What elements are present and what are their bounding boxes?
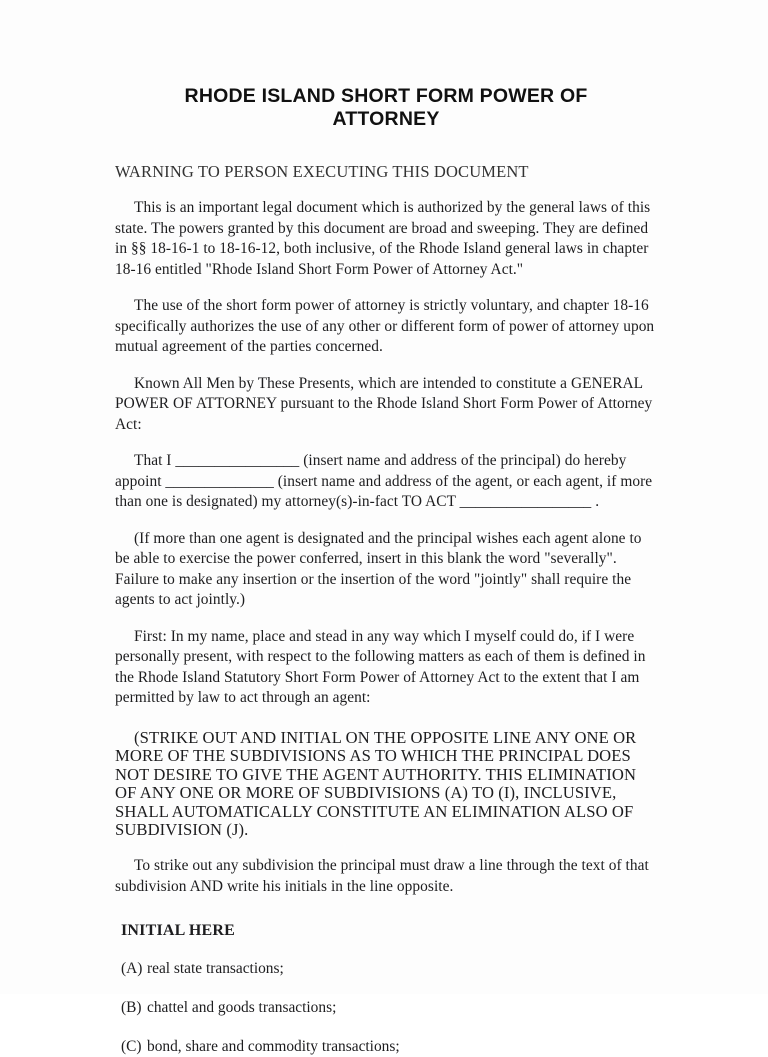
list-item-marker: (C) — [121, 1038, 142, 1056]
initial-here-heading: INITIAL HERE — [121, 922, 235, 940]
list-item — [115, 979, 657, 1018]
warning-heading: WARNING TO PERSON EXECUTING THIS DOCUMENT — [115, 162, 529, 181]
page-title: RHODE ISLAND SHORT FORM POWER OF ATTORNEY — [184, 85, 588, 130]
paragraph-that-i: That I ________________ (insert name and address of the principal) do hereby appoint ______________ (insert name and address of the agent, or each agent, if more than one is designated) my attorney(s)-in-fact TO ACT _________________ . — [115, 452, 653, 510]
paragraph-intro: This is an important legal document which is authorized by the general laws of this state. The powers granted by this document are broad and sweeping. They are defined in §§ 18-16-1 to 18-16-12, both inclusive, of the Rhode Island general laws in chapter 18-16 entitled "Rhode Island Short Form Power of Attorney Act." — [115, 199, 651, 278]
list-item-label: bond, share and commodity transactions; — [147, 1038, 400, 1056]
paragraph-to-strike-out: To strike out any subdivision the principal must draw a line through the text of that subdivision AND write his initials in the line opposite. — [115, 857, 649, 895]
list-item-marker: (B) — [121, 999, 142, 1017]
list-item-label: real state transactions; — [147, 960, 284, 978]
paragraph-strike-out-notice: (STRIKE OUT AND INITIAL ON THE OPPOSITE LINE ANY ONE OR MORE OF THE SUBDIVISIONS AS TO WHICH THE PRINCIPAL DOES NOT DESIRE TO GIVE THE AGENT AUTHORITY. THIS ELIMINATION OF ANY ONE OR MORE OF SUBDIVISIONS (A) TO (I), INCLUSIVE, SHALL AUTOMATICALLY CONSTITUTE AN ELIMINATION ALSO OF SUBDIVISION (J). — [115, 727, 637, 840]
list-item — [115, 1018, 657, 1057]
list-item — [115, 940, 657, 979]
paragraph-known-all-men: Known All Men by These Presents, which are intended to constitute a GENERAL POWER OF ATTORNEY pursuant to the Rhode Island Short Form Power of Attorney Act: — [115, 374, 653, 433]
list-item-marker: (A) — [121, 960, 143, 978]
document-content — [115, 0, 657, 1057]
paragraph-voluntary: The use of the short form power of attorney is strictly voluntary, and chapter 18-16 specifically authorizes the use of any other or different form of power of attorney upon mutual agreement of the parties concerned. — [115, 297, 655, 355]
paragraph-first: First: In my name, place and stead in any way which I myself could do, if I were personally present, with respect to the following matters as each of them is defined in the Rhode Island Statutory Short Form Power of Attorney Act to the extent that I am permitted by law to act through an agent: — [115, 627, 646, 706]
list-item-label: chattel and goods transactions; — [147, 999, 337, 1017]
paragraph-severally: (If more than one agent is designated and the principal wishes each agent alone to be able to exercise the power conferred, insert in this blank the word "severally". Failure to make any insertion or the insertion of the word "jointly" shall require the agents to act jointly.) — [115, 529, 642, 608]
